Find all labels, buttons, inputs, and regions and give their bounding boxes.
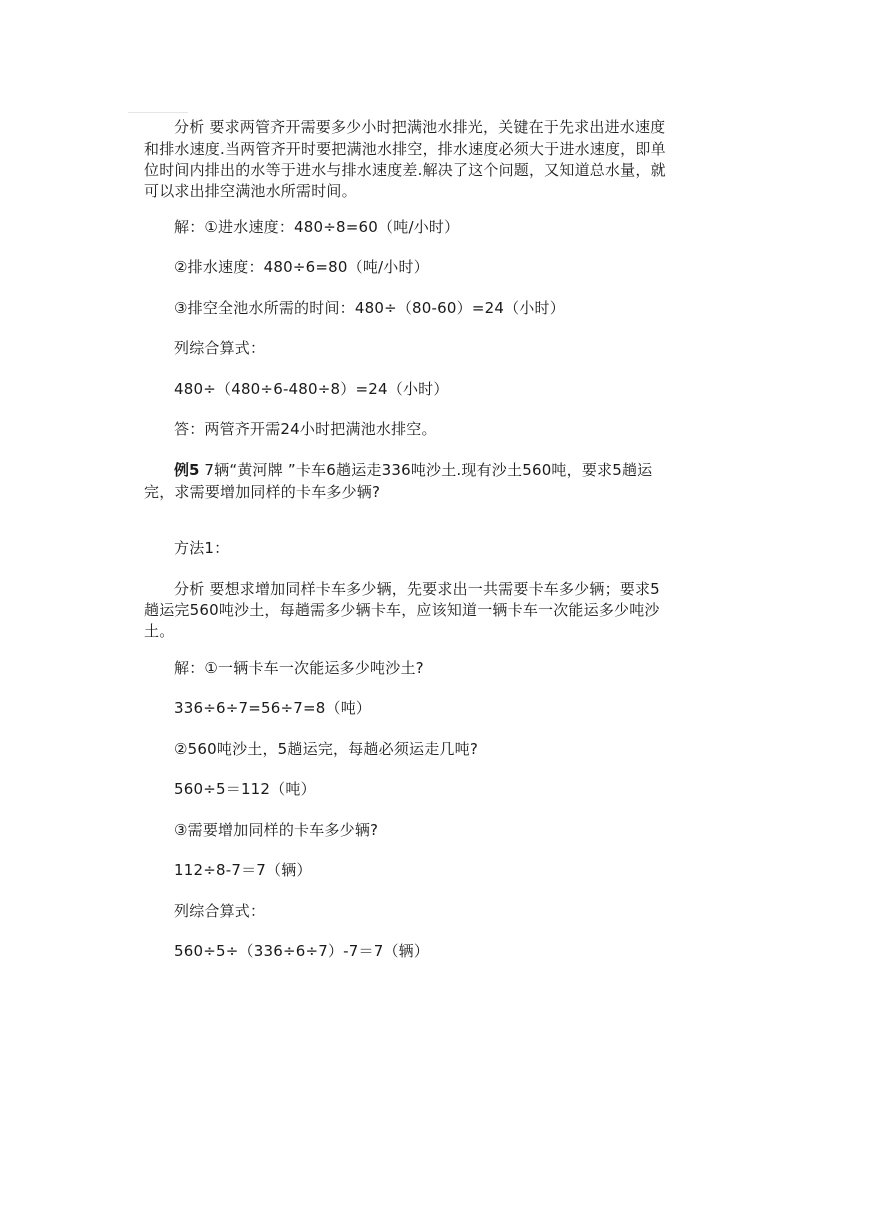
solution1-step2: ②排水速度：480÷6=80（吨/小时） [174,258,429,276]
method1-f2: 560÷5＝112（吨） [174,780,316,798]
solution1-combined-formula: 480÷（480÷6-480÷8）=24（小时） [174,380,449,398]
method1-q3: ③需要增加同样的卡车多少辆? [174,821,379,839]
analysis1-line-4: 可以求出排空满池水所需时间。 [144,182,357,200]
method1-q2: ②560吨沙土，5趟运完，每趟必须运走几吨? [174,740,478,758]
method1-combined-formula: 560÷5÷（336÷6÷7）-7＝7（辆） [174,942,430,960]
method1-analysis-line-2: 趟运完560吨沙土，每趟需多少辆卡车，应该知道一辆卡车一次能运多少吨沙 [144,601,660,619]
analysis1-line-2: 和排水速度.当两管齐开时要把满池水排空，排水速度必须大于进水速度，即单 [144,140,666,158]
method1-combined-label: 列综合算式： [174,902,266,920]
method1-analysis-line-3: 土。 [144,622,175,640]
method1-title: 方法1： [174,539,230,557]
analysis1-line-1: 分析 要求两管齐开需要多少小时把满池水排光，关键在于先求出进水速度 [174,118,666,136]
method1-f3: 112÷8-7＝7（辆） [174,861,312,879]
method1-q1: 解：①一辆卡车一次能运多少吨沙土? [174,659,424,677]
example5-label: 例5 [174,461,200,479]
method1-f1: 336÷6÷7=56÷7=8（吨） [174,699,372,717]
solution1-step1: 解：①进水速度：480÷8=60（吨/小时） [174,218,460,236]
solution1-answer: 答：两管齐开需24小时把满池水排空。 [174,420,437,438]
solution1-combined-label: 列综合算式： [174,339,266,357]
example5-line-2: 完，求需要增加同样的卡车多少辆? [144,483,381,501]
method1-analysis-line-1: 分析 要想求增加同样卡车多少辆，先要求出一共需要卡车多少辆；要求5 [174,580,660,598]
example5-text-1: 7辆“黄河牌 ”卡车6趟运走336吨沙土.现有沙土560吨，要求5趟运 [199,461,653,479]
solution1-step3: ③排空全池水所需的时间：480÷（80-60）=24（小时） [174,299,565,317]
example5-line-1 [174,459,652,481]
analysis1-line-3: 位时间内排出的水等于进水与排水速度差.解决了这个问题，又知道总水量，就 [144,161,666,179]
top-rule [128,112,188,113]
